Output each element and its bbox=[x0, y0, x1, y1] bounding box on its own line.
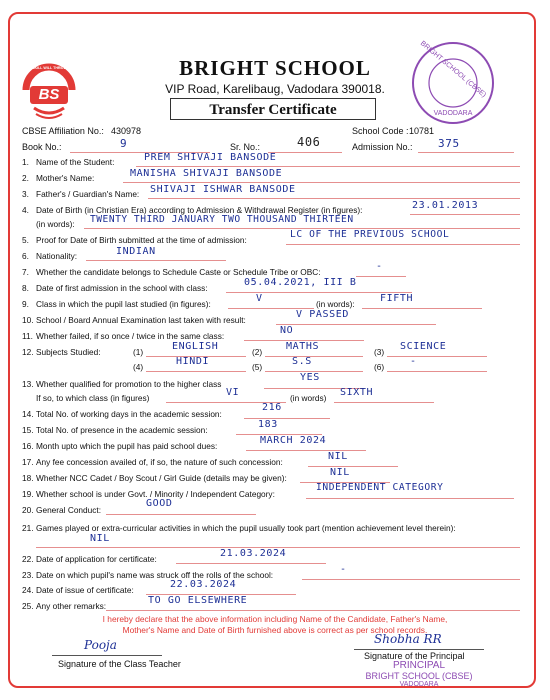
field-10-number: 10. bbox=[22, 315, 34, 325]
affiliation-label: CBSE Affiliation No.: bbox=[22, 126, 104, 136]
field-20-line bbox=[106, 514, 256, 515]
field-20-label: General Conduct: bbox=[36, 505, 102, 515]
subject-2-value: MATHS bbox=[286, 341, 320, 352]
field-7-number: 7. bbox=[22, 267, 29, 277]
field-8-number: 8. bbox=[22, 283, 29, 293]
field-2-line bbox=[123, 182, 520, 183]
field-4-value: 23.01.2013 bbox=[412, 200, 479, 211]
sr-label: Sr. No.: bbox=[230, 142, 261, 152]
field-23-line bbox=[302, 579, 520, 580]
school-name: BRIGHT SCHOOL bbox=[179, 56, 371, 80]
field-16-line bbox=[246, 450, 366, 451]
field-4-words-label: (in words): bbox=[36, 219, 75, 229]
field-20-number: 20. bbox=[22, 505, 34, 515]
principal-signature-line bbox=[354, 649, 484, 650]
seal-bottom-text: VADODARA bbox=[433, 110, 473, 117]
principal-signature-label: Signature of the Principal bbox=[364, 651, 465, 661]
field-1-number: 1. bbox=[22, 157, 29, 167]
field-13b-value: VI bbox=[226, 387, 240, 398]
field-5-value: LC OF THE PREVIOUS SCHOOL bbox=[290, 229, 450, 240]
field-11-value: NO bbox=[280, 325, 294, 336]
admission-line bbox=[418, 152, 514, 153]
field-23-label: Date on which pupil's name was struck off the rolls of the school: bbox=[36, 570, 274, 580]
field-4-words-value: TWENTY THIRD JANUARY TWO THOUSAND THIRTEEN bbox=[90, 214, 354, 225]
field-1-value: PREM SHIVAJI BANSODE bbox=[144, 152, 277, 163]
field-17-number: 17. bbox=[22, 457, 34, 467]
declaration-text bbox=[0, 614, 550, 636]
school-seal bbox=[410, 40, 496, 126]
subject-3-value: SCIENCE bbox=[400, 341, 447, 352]
field-14-value: 216 bbox=[262, 402, 282, 413]
field-9-label: Class in which the pupil last studied (in figures): bbox=[36, 299, 211, 309]
field-13-label: Whether qualified for promotion to the higher class bbox=[36, 379, 222, 389]
field-3-number: 3. bbox=[22, 189, 29, 199]
teacher-signature-label: Signature of the Class Teacher bbox=[58, 659, 181, 669]
field-13b-words-label: (in words) bbox=[290, 393, 327, 403]
principal-stamp-line-1: PRINCIPAL bbox=[392, 660, 446, 671]
field-2-value: MANISHA SHIVAJI BANSODE bbox=[130, 168, 283, 179]
field-7-label: Whether the candidate belongs to Schedule Caste or Schedule Tribe or OBC: bbox=[36, 267, 321, 277]
field-18-number: 18. bbox=[22, 473, 34, 483]
field-3-value: SHIVAJI ISHWAR BANSODE bbox=[150, 184, 296, 195]
field-25-label: Any other remarks: bbox=[36, 601, 107, 611]
field-13b-words-value: SIXTH bbox=[340, 387, 374, 398]
field-6-value: INDIAN bbox=[116, 246, 156, 257]
field-13-value: YES bbox=[300, 372, 320, 383]
field-13b-label: If so, to which class (in figures) bbox=[36, 393, 150, 403]
field-19-label: Whether school is under Govt. / Minority / Independent Category: bbox=[36, 489, 275, 499]
field-4-label: Date of Birth (in Christian Era) according to Admission & Withdrawal Register (in figures): bbox=[36, 205, 363, 215]
field-14-number: 14. bbox=[22, 409, 34, 419]
subject-2-line bbox=[265, 356, 363, 357]
field-24-number: 24. bbox=[22, 585, 34, 595]
field-2-number: 2. bbox=[22, 173, 29, 183]
field-15-number: 15. bbox=[22, 425, 34, 435]
certificate-title: Transfer Certificate bbox=[170, 98, 376, 120]
field-19-number: 19. bbox=[22, 489, 34, 499]
field-9-value: V bbox=[256, 293, 263, 304]
field-12-label: Subjects Studied: bbox=[36, 347, 101, 357]
field-13b-words-line bbox=[334, 402, 434, 403]
field-22-label: Date of application for certificate: bbox=[36, 554, 157, 564]
field-10-line bbox=[276, 324, 436, 325]
subject-4-line bbox=[146, 371, 246, 372]
subject-1-number: (1) bbox=[133, 347, 144, 357]
subject-5-number: (5) bbox=[252, 362, 263, 372]
principal-stamp-line-2: BRIGHT SCHOOL (CBSE) bbox=[365, 671, 473, 681]
book-label: Book No.: bbox=[22, 142, 62, 152]
field-24-label: Date of issue of certificate: bbox=[36, 585, 134, 595]
subject-6-value: - bbox=[410, 356, 417, 367]
field-17-line bbox=[308, 466, 398, 467]
field-6-label: Nationality: bbox=[36, 251, 78, 261]
field-17-label: Any fee concession availed of, if so, the nature of such concession: bbox=[36, 457, 283, 467]
field-25-number: 25. bbox=[22, 601, 34, 611]
affiliation-value: 430978 bbox=[111, 126, 142, 136]
declaration-line-2: Mother's Name and Date of Birth furnished above is correct as per school records. bbox=[122, 625, 428, 635]
field-22-number: 22. bbox=[22, 554, 34, 564]
field-3-line bbox=[148, 198, 520, 199]
subject-6-line bbox=[387, 371, 487, 372]
declaration-line-1: I hereby declare that the above information including Name of the Candidate, Father's Name, bbox=[102, 614, 448, 624]
teacher-signature: Pooja bbox=[84, 638, 117, 652]
admission-label: Admission No.: bbox=[352, 142, 413, 152]
field-19-value: INDEPENDENT CATEGORY bbox=[316, 482, 444, 493]
field-5-label: Proof for Date of Birth submitted at the time of admission: bbox=[36, 235, 247, 245]
subject-6-number: (6) bbox=[374, 362, 385, 372]
field-14-label: Total No. of working days in the academic session: bbox=[36, 409, 222, 419]
field-12-number: 12. bbox=[22, 347, 34, 357]
sr-value: 406 bbox=[297, 135, 321, 149]
field-22-value: 21.03.2024 bbox=[220, 548, 287, 559]
field-25-line bbox=[106, 610, 520, 611]
field-1-line bbox=[136, 166, 520, 167]
field-2-label: Mother's Name: bbox=[36, 173, 95, 183]
field-10-label: School / Board Annual Examination last taken with result: bbox=[36, 315, 246, 325]
field-13-number: 13. bbox=[22, 379, 34, 389]
field-11-number: 11. bbox=[22, 331, 33, 341]
teacher-signature-line bbox=[52, 655, 162, 656]
field-22-line bbox=[176, 563, 326, 564]
field-19-line bbox=[306, 498, 514, 499]
sr-line bbox=[268, 152, 342, 153]
subject-3-line bbox=[387, 356, 487, 357]
field-21-value: NIL bbox=[90, 533, 110, 544]
principal-signature: Shobha RR bbox=[374, 632, 442, 646]
field-8-value: 05.04.2021, III B bbox=[244, 277, 357, 288]
field-17-value: NIL bbox=[328, 451, 348, 462]
field-10-value: V PASSED bbox=[296, 309, 349, 320]
field-15-value: 183 bbox=[258, 419, 278, 430]
subject-4-value: HINDI bbox=[176, 356, 210, 367]
field-16-label: Month upto which the pupil has paid school dues: bbox=[36, 441, 218, 451]
field-3-label: Father's / Guardian's Name: bbox=[36, 189, 140, 199]
subject-2-number: (2) bbox=[252, 347, 263, 357]
book-value: 9 bbox=[120, 137, 128, 150]
field-15-label: Total No. of presence in the academic session: bbox=[36, 425, 208, 435]
field-25-value: TO GO ELSEWHERE bbox=[148, 595, 248, 606]
school-address: VIP Road, Karelibaug, Vadodara 390018. bbox=[165, 82, 385, 96]
subject-1-value: ENGLISH bbox=[172, 341, 219, 352]
field-11-label: Whether failed, if so once / twice in the same class: bbox=[36, 331, 225, 341]
field-7-line bbox=[356, 276, 406, 277]
field-23-number: 23. bbox=[22, 570, 34, 580]
field-4-line bbox=[410, 214, 520, 215]
field-1-label: Name of the Student: bbox=[36, 157, 115, 167]
logo-ring-text: SKILL WILL THRILL bbox=[32, 66, 66, 70]
logo-text: BS bbox=[38, 86, 60, 103]
field-16-number: 16. bbox=[22, 441, 34, 451]
field-18-value: NIL bbox=[330, 467, 350, 478]
field-9-words-label: (in words): bbox=[316, 299, 355, 309]
field-9-number: 9. bbox=[22, 299, 29, 309]
seal-top-text: BRIGHT SCHOOL (CBSE) bbox=[418, 40, 488, 99]
field-14-line bbox=[244, 418, 330, 419]
field-8-label: Date of first admission in the school with class: bbox=[36, 283, 208, 293]
field-23-value: - bbox=[340, 564, 347, 575]
field-18-label: Whether NCC Cadet / Boy Scout / Girl Guide (details may be given): bbox=[36, 473, 287, 483]
field-24-value: 22.03.2024 bbox=[170, 579, 237, 590]
field-21-label: Games played or extra-curricular activities in which the pupil usually took part (mention achievement level therein): bbox=[36, 523, 456, 533]
school-code-label: School Code : bbox=[352, 126, 409, 136]
field-21-number: 21. bbox=[22, 523, 34, 533]
admission-value: 375 bbox=[438, 137, 460, 150]
subject-4-number: (4) bbox=[133, 362, 144, 372]
subject-5-value: S.S bbox=[292, 356, 312, 367]
principal-stamp-line-3: VADODARA bbox=[399, 681, 439, 688]
field-6-number: 6. bbox=[22, 251, 29, 261]
field-4-number: 4. bbox=[22, 205, 29, 215]
field-16-value: MARCH 2024 bbox=[260, 435, 327, 446]
field-20-value: GOOD bbox=[146, 498, 173, 509]
subject-3-number: (3) bbox=[374, 347, 385, 357]
school-code-value: 10781 bbox=[409, 126, 435, 136]
field-9-words-value: FIFTH bbox=[380, 293, 414, 304]
field-5-number: 5. bbox=[22, 235, 29, 245]
field-7-value: - bbox=[376, 261, 383, 272]
field-5-line bbox=[286, 244, 520, 245]
field-6-line bbox=[86, 260, 226, 261]
field-9-words-line bbox=[362, 308, 482, 309]
